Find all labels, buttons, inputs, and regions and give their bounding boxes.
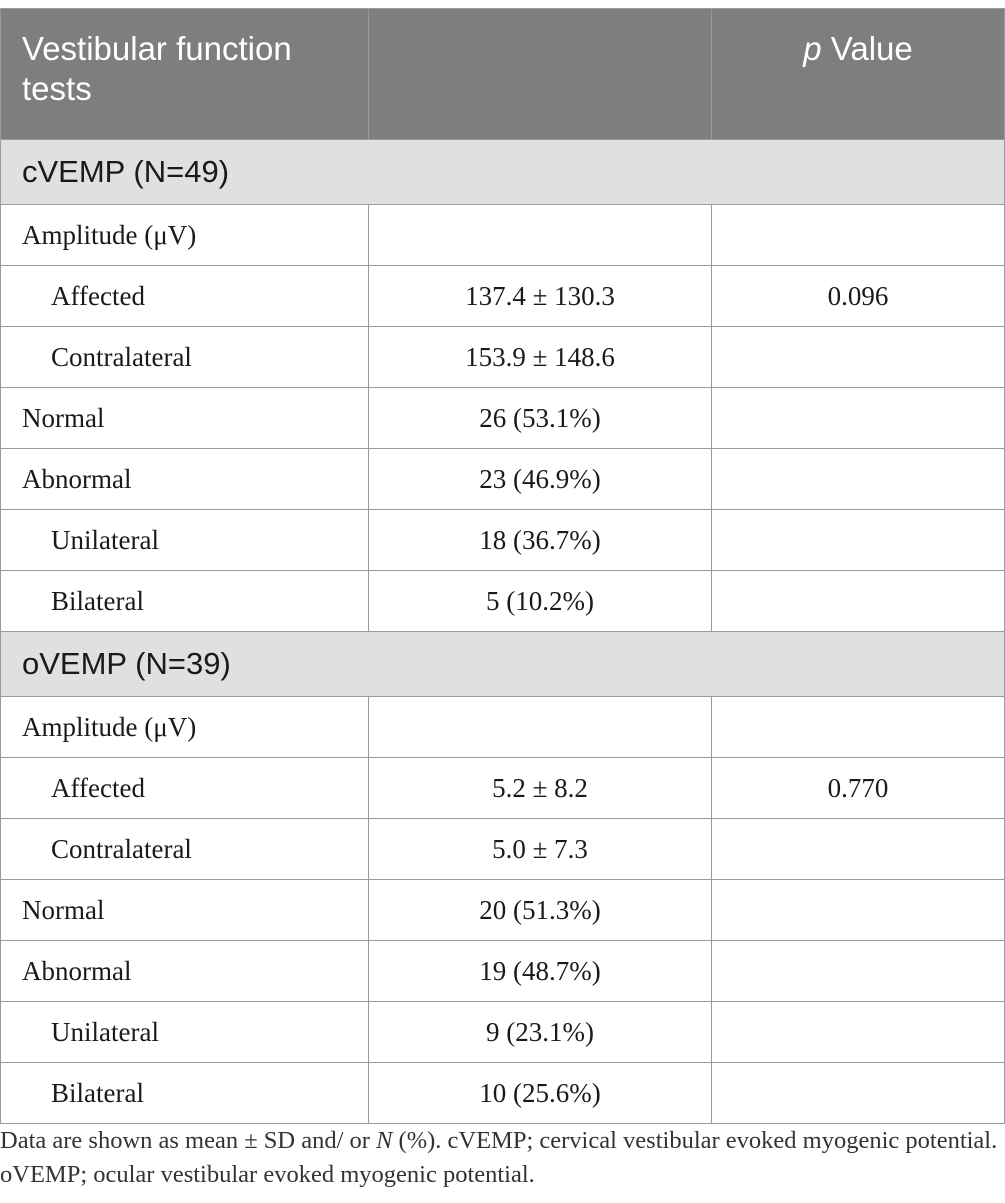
section-header-row	[1, 632, 1005, 697]
table-row	[1, 1002, 1005, 1063]
row-value: 137.4 ± 130.3	[369, 266, 712, 327]
row-p-value	[712, 388, 1005, 449]
table-row	[1, 388, 1005, 449]
section-header-row	[1, 140, 1005, 205]
footnote-text-1: Data are shown as mean ± SD and/ or	[0, 1127, 377, 1154]
row-label: Bilateral	[1, 571, 369, 632]
row-label: Unilateral	[1, 510, 369, 571]
table-header-row	[1, 9, 1005, 140]
row-label: Normal	[1, 388, 369, 449]
row-p-value	[712, 941, 1005, 1002]
row-value: 153.9 ± 148.6	[369, 327, 712, 388]
row-label: Contralateral	[1, 819, 369, 880]
footnote-italic-n: N	[376, 1127, 393, 1154]
table-row	[1, 697, 1005, 758]
table-row	[1, 758, 1005, 819]
table-row	[1, 327, 1005, 388]
row-value: 19 (48.7%)	[369, 941, 712, 1002]
row-label: Affected	[1, 266, 369, 327]
row-p-value	[712, 327, 1005, 388]
row-p-value: 0.096	[712, 266, 1005, 327]
section-title: oVEMP (N=39)	[1, 632, 1005, 697]
row-p-value	[712, 571, 1005, 632]
row-p-value	[712, 1002, 1005, 1063]
table-row	[1, 819, 1005, 880]
row-label: Affected	[1, 758, 369, 819]
header-tests: Vestibular function tests	[1, 9, 369, 140]
row-label: Amplitude (μV)	[1, 205, 369, 266]
row-value: 18 (36.7%)	[369, 510, 712, 571]
row-label: Amplitude (μV)	[1, 697, 369, 758]
table-row	[1, 941, 1005, 1002]
header-p-value	[712, 9, 1005, 140]
row-label: Abnormal	[1, 449, 369, 510]
row-p-value	[712, 510, 1005, 571]
row-p-value	[712, 697, 1005, 758]
table-row	[1, 880, 1005, 941]
row-p-value	[712, 205, 1005, 266]
row-p-value: 0.770	[712, 758, 1005, 819]
row-value: 10 (25.6%)	[369, 1063, 712, 1124]
table-row	[1, 510, 1005, 571]
row-value: 5.2 ± 8.2	[369, 758, 712, 819]
table-row	[1, 571, 1005, 632]
row-label: Normal	[1, 880, 369, 941]
row-value: 26 (53.1%)	[369, 388, 712, 449]
table-row	[1, 266, 1005, 327]
row-p-value	[712, 880, 1005, 941]
row-label: Unilateral	[1, 1002, 369, 1063]
table-row	[1, 205, 1005, 266]
results-table	[0, 8, 1005, 1124]
row-value: 5 (10.2%)	[369, 571, 712, 632]
table-row	[1, 449, 1005, 510]
table-row	[1, 1063, 1005, 1124]
row-label: Contralateral	[1, 327, 369, 388]
row-value: 20 (51.3%)	[369, 880, 712, 941]
row-p-value	[712, 449, 1005, 510]
header-p-italic: p	[803, 30, 822, 67]
row-label: Bilateral	[1, 1063, 369, 1124]
section-title: cVEMP (N=49)	[1, 140, 1005, 205]
row-p-value	[712, 1063, 1005, 1124]
header-values	[369, 9, 712, 140]
table-footnote	[0, 1124, 1000, 1192]
row-value	[369, 697, 712, 758]
footnote-text-2: (%). cVEMP; cervical vestibular evoked myogenic potential. oVEMP; ocular vestibular evoked myogenic potential.	[0, 1127, 998, 1188]
row-p-value	[712, 819, 1005, 880]
row-value: 23 (46.9%)	[369, 449, 712, 510]
row-label: Abnormal	[1, 941, 369, 1002]
row-value: 9 (23.1%)	[369, 1002, 712, 1063]
row-value	[369, 205, 712, 266]
header-p-rest: Value	[821, 30, 913, 67]
row-value: 5.0 ± 7.3	[369, 819, 712, 880]
